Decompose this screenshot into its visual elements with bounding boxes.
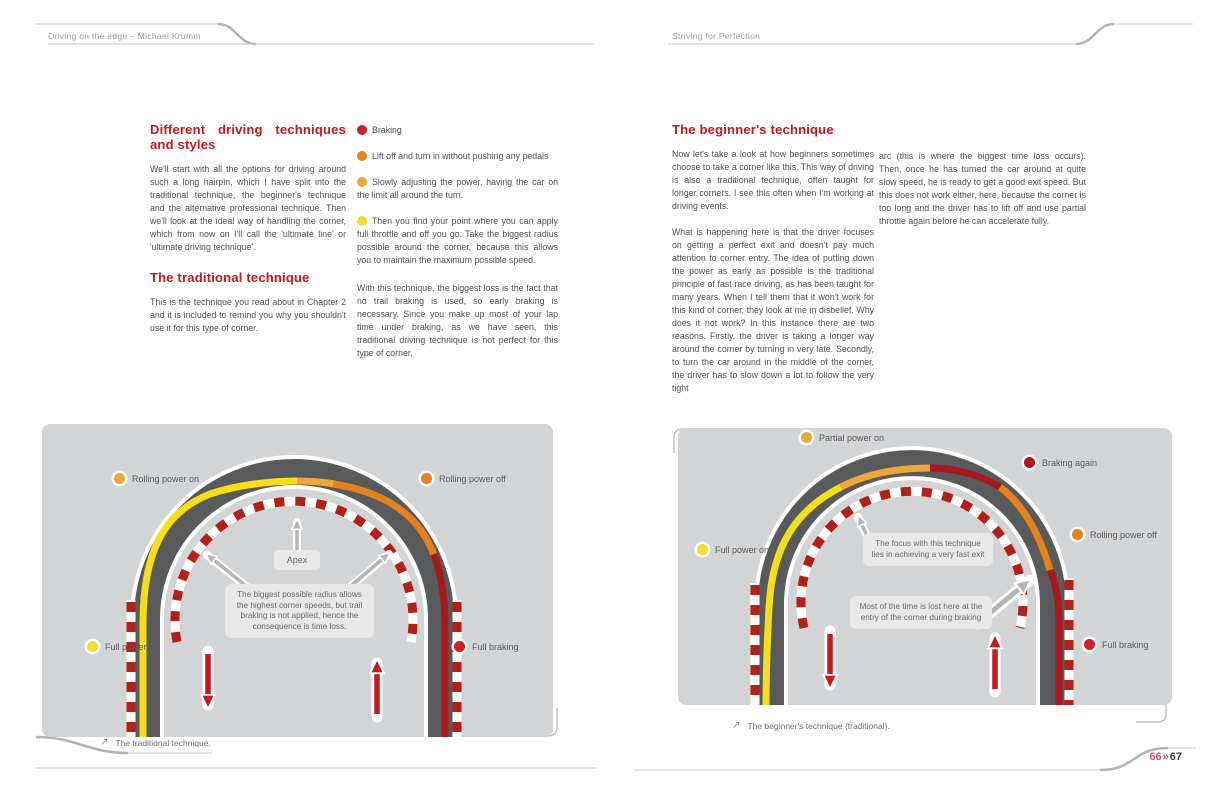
right-column-2 [879, 150, 1086, 241]
paragraph: We'll start with all the options for driving around such a long hairpin, which I have split into the traditional technique, the beginner's technique and the alternative professional technique. Then we'll look at the ideal way of handling the corner, which from now on I'll call the 'ultimate line' or 'ultimate driving technique'. [150, 164, 346, 252]
legend-label: Rolling power off [439, 473, 506, 484]
legend-label: Full braking [1102, 639, 1149, 650]
running-header-right: Striving for Perfection [672, 31, 761, 41]
beginners-diagram-graphic [678, 428, 1172, 705]
caption-text: The beginner's technique (traditional). [747, 720, 890, 731]
legend-partial-power-on [801, 432, 884, 443]
full-throttle-dot-icon [357, 216, 367, 226]
braking-dot-icon [357, 125, 367, 135]
list-item-label: Then you find your point where you can apply full throttle and off you go. Take the biggest radius possible around the corner, because this allows you to maintain the maximum possible speed. [357, 216, 558, 265]
paragraph: What is happening here is that the driver focuses on getting a perfect exit and doesn't pay much attention to corner entry. The idea of putting down the power as early as possible is the traditional principle of fast race driving, as has been taught for many years. When I tell them that it won't work for this kind of corner, they look at me in disbelief. Why does it not work? In this instance there are two reasons. Firstly, the driver is taking a longer way around the corner by turning in very late. Secondly, to turn the car around in the middle of the corner, the driver has to slow down a lot to follow the very tight [672, 227, 874, 393]
section-heading-different-techniques: Different driving techniques and styles [150, 122, 346, 152]
list-item-label: Slowly adjusting the power, having the car on the limit all around the turn. [357, 177, 558, 200]
list-item [357, 124, 558, 137]
fast-exit-note-box: The focus with this technique lies in achieving a very fast exit [863, 533, 993, 566]
paragraph: This is the technique you read about in Chapter 2 and it is included to remind you why you shouldn't use it for this type of corner. [150, 297, 346, 333]
rolling-power-off-dot-icon [1072, 529, 1083, 540]
legend-label: Rolling power on [132, 473, 200, 484]
caption-text: The traditional technique. [115, 737, 211, 748]
section-heading-traditional-technique: The traditional technique [150, 270, 310, 285]
time-lost-note-box: Most of the time is lost here at the entry of the corner during braking [850, 596, 992, 629]
full-power-on-dot-icon [697, 544, 708, 555]
running-header-left: Driving on the edge – Michael Krumm [48, 31, 201, 41]
legend-full-braking [1084, 639, 1149, 650]
full-braking-dot-icon [454, 641, 465, 652]
legend-full-power-on [697, 544, 769, 555]
lift-off-dot-icon [357, 151, 367, 161]
legend-full-braking [454, 641, 519, 652]
apex-label-box [274, 550, 320, 570]
paragraph: Now let's take a look at how beginners sometimes choose to take a corner like this. This way of driving is also a traditional technique, often taught for longer corners. I see this often when I'm working at driving events. [672, 149, 874, 211]
traditional-technique-diagram [42, 424, 553, 737]
left-diagram-caption [100, 737, 211, 748]
legend-rolling-power-off [421, 473, 506, 484]
legend-label: Braking again [1042, 457, 1098, 468]
legend-label: Rolling power off [1090, 529, 1157, 540]
page-number-right: 67 [1169, 751, 1182, 763]
apex-label: Apex [286, 555, 308, 565]
legend-label: Partial power on [819, 432, 885, 443]
traditional-diagram-graphic [42, 424, 553, 737]
left-column-1 [150, 122, 346, 348]
rolling-power-off-dot-icon [421, 473, 432, 484]
legend-label: Full braking [472, 641, 519, 652]
legend-label: Full power on [105, 641, 160, 652]
list-item [357, 215, 558, 267]
legend-braking-again [1024, 457, 1097, 468]
racing-line-rolling-power-on [297, 481, 335, 484]
note-pointer-arrow-left [210, 557, 245, 585]
caption-arrow-icon: ↗ [100, 737, 109, 748]
caption-arrow-icon: ↗ [732, 720, 741, 731]
legend-label: Full power on [715, 544, 770, 555]
radius-note-box: The biggest possible radius allows the highest corner speeds, but trail braking is not applied, hence the consequence is time loss. [225, 584, 374, 638]
list-item-label: Braking [372, 125, 402, 135]
paragraph: With this technique, the biggest loss is the fact that no trail braking is used, so early braking is necessary. Since you make up most of your lap time under braking, as we have seen, this traditional driving technique is not perfect for this type of corner. [357, 283, 558, 358]
note-pointer-arrow-right [352, 556, 386, 585]
list-item-label: Lift off and turn in without pushing any pedals [372, 151, 549, 161]
right-diagram-caption [732, 720, 890, 731]
page-number-separator: » [1162, 751, 1169, 763]
rolling-power-on-dot-icon [114, 473, 125, 484]
section-heading-beginners-technique: The beginner's technique [672, 122, 834, 137]
legend-rolling-power-on [114, 473, 199, 484]
legend-rolling-power-off [1072, 529, 1157, 540]
full-braking-dot-icon [1084, 639, 1095, 650]
full-power-on-dot-icon [87, 641, 98, 652]
adjust-power-dot-icon [357, 177, 367, 187]
right-column-1 [672, 122, 874, 408]
page-number [1120, 751, 1182, 763]
list-item [357, 176, 558, 202]
left-column-2 [357, 124, 558, 373]
partial-power-on-dot-icon [801, 432, 812, 443]
list-item [357, 150, 558, 163]
page-number-left: 66 [1149, 751, 1162, 763]
header-swoosh-left [218, 24, 256, 44]
braking-again-dot-icon [1024, 457, 1035, 468]
header-swoosh-right [1076, 24, 1114, 44]
beginners-technique-diagram [678, 428, 1172, 705]
paragraph: arc (this is where the biggest time loss occurs). Then, once he has turned the car around at quite slow speed, he is ready to get a good exit speed. But this does not work either, here, because the corner is too long and the driver has to lift off and use partial throttle again before he can accelerate fully. [879, 151, 1086, 226]
legend-full-power-on [87, 641, 159, 652]
